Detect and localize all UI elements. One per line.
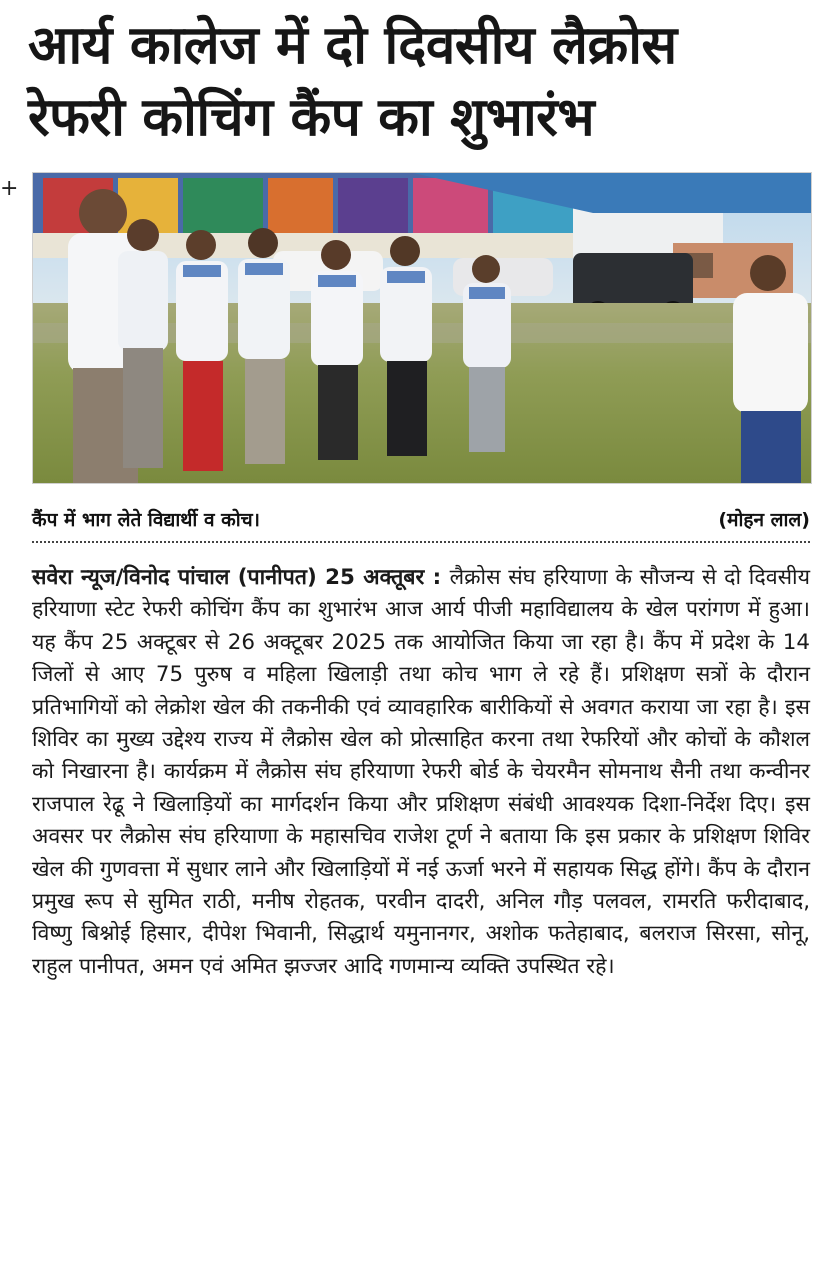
article-body (32, 562, 810, 983)
caption-text: कैंप में भाग लेते विद्यार्थी व कोच। (32, 509, 260, 531)
news-photo (32, 172, 812, 484)
headline (28, 10, 818, 154)
photo-credit: (मोहन लाल) (718, 509, 810, 531)
headline-line-2: रेफरी कोचिंग कैंप का शुभारंभ (28, 87, 595, 148)
crop-mark-icon: + (0, 176, 19, 201)
dotted-divider (32, 541, 810, 543)
article-dateline: सवेरा न्यूज/विनोद पांचाल (पानीपत) 25 अक्तूबर (32, 565, 425, 590)
headline-line-1: आर्य कालेज में दो दिवसीय लैक्रोस (28, 15, 677, 76)
photo-caption (32, 505, 810, 535)
dateline-separator: : (424, 565, 450, 590)
article-text: लैक्रोस संघ हरियाणा के सौजन्य से दो दिवसीय हरियाणा स्टेट रेफरी कोचिंग कैंप का शुभारंभ आज आर्य पीजी महाविद्यालय के खेल परांगण में हुआ। यह कैंप 25 अक्टूबर से 26 अक्टूबर 2025 तक आयोजित किया जा रहा है। कैंप में प्रदेश के 14 जिलों से आए 75 पुरुष व महिला खिलाड़ी तथा कोच भाग ले रहे हैं। प्रशिक्षण सत्रों के दौरान प्रतिभागियों को लेक्रोश खेल की तकनीकी एवं व्यावहारिक बारीकियों से अवगत कराया जा रहा है। इस शिविर का मुख्य उद्देश्य राज्य में लैक्रोस खेल को प्रोत्साहित करना तथा रेफरियों और कोचों के कौशल को निखारना है। कार्यक्रम में लैक्रोस संघ हरियाणा रेफरी बोर्ड के चेयरमैन सोमनाथ सैनी तथा कन्वीनर राजपाल रेढू ने खिलाड़ियों का मार्गदर्शन किया और प्रशिक्षण संबंधी आवश्यक दिशा-निर्देश दिए। इस अवसर पर लैक्रोस संघ हरियाणा के महासचिव राजेश टूर्ण ने बताया कि इस प्रकार के प्रशिक्षण शिविर खेल की गुणवत्ता में सुधार लाने और खिलाड़ियों में नई ऊर्जा भरने में सहायक सिद्ध होंगे। कैंप के दौरान प्रमुख रूप से सुमित राठी, मनीष रोहतक, परवीन दादरी, अनिल गौड़ पलवल, रामरति फरीदाबाद, विष्णु बिश्नोई हिसार, दीपेश भिवानी, सिद्धार्थ यमुनानगर, अशोक फतेहाबाद, बलराज सिरसा, सोनू, राहुल पानीपत, अमन एवं अमित झज्जर आदि गणमान्य व्यक्ति उपस्थित रहे। (32, 565, 810, 979)
